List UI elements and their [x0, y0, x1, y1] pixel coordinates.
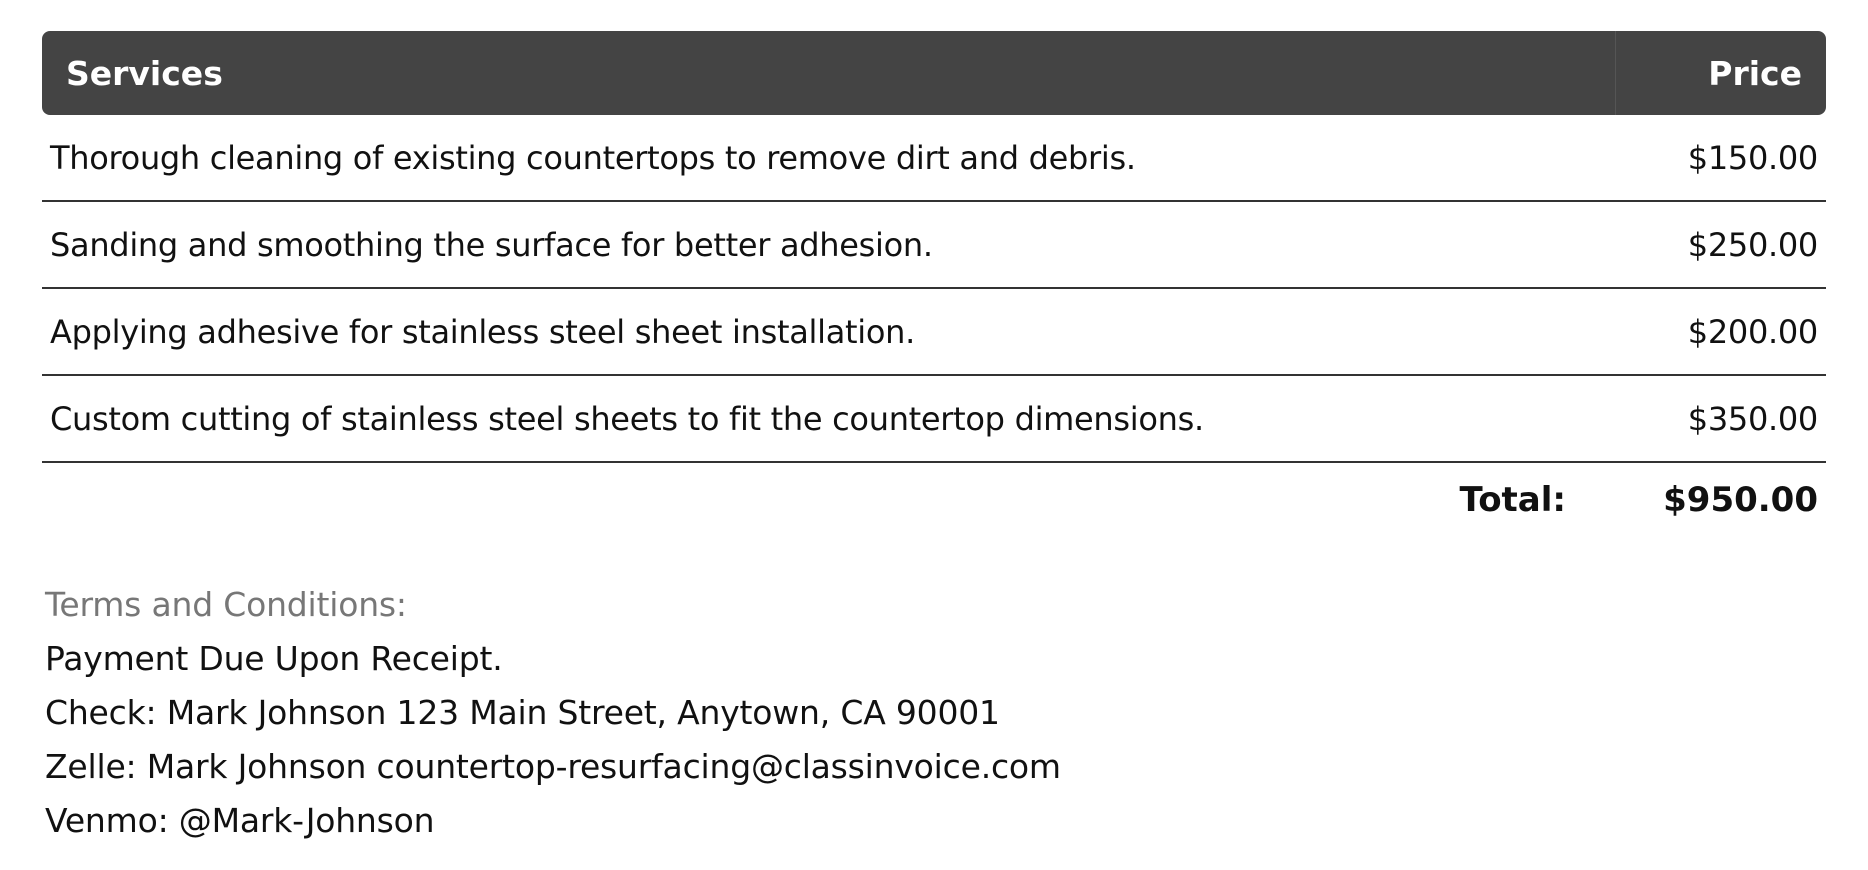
- service-price: $350.00: [1616, 375, 1827, 462]
- service-description: Sanding and smoothing the surface for better adhesion.: [42, 201, 1616, 288]
- services-table: [42, 31, 1826, 463]
- service-description: Thorough cleaning of existing countertops to remove dirt and debris.: [42, 115, 1616, 201]
- total-row: [0, 470, 1868, 530]
- table-row: [42, 375, 1826, 462]
- table-row: [42, 288, 1826, 375]
- total-label: Total:: [1459, 480, 1566, 520]
- service-description: Applying adhesive for stainless steel sheet installation.: [42, 288, 1616, 375]
- table-row: [42, 201, 1826, 288]
- table-row: [42, 115, 1826, 201]
- terms-line-venmo: Venmo: @Mark-Johnson: [45, 801, 435, 840]
- total-value: $950.00: [1663, 480, 1818, 520]
- services-column-header: Services: [42, 31, 1616, 115]
- service-description: Custom cutting of stainless steel sheets to fit the countertop dimensions.: [42, 375, 1616, 462]
- service-price: $250.00: [1616, 201, 1827, 288]
- terms-line-payment-due: Payment Due Upon Receipt.: [45, 639, 503, 678]
- terms-section: [45, 578, 1061, 848]
- terms-line-zelle: Zelle: Mark Johnson countertop-resurfacing@classinvoice.com: [45, 747, 1061, 786]
- service-price: $150.00: [1616, 115, 1827, 201]
- price-column-header: Price: [1616, 31, 1827, 115]
- table-header-row: [42, 31, 1826, 115]
- terms-line-check: Check: Mark Johnson 123 Main Street, Anytown, CA 90001: [45, 693, 1000, 732]
- terms-heading: Terms and Conditions:: [45, 585, 407, 624]
- service-price: $200.00: [1616, 288, 1827, 375]
